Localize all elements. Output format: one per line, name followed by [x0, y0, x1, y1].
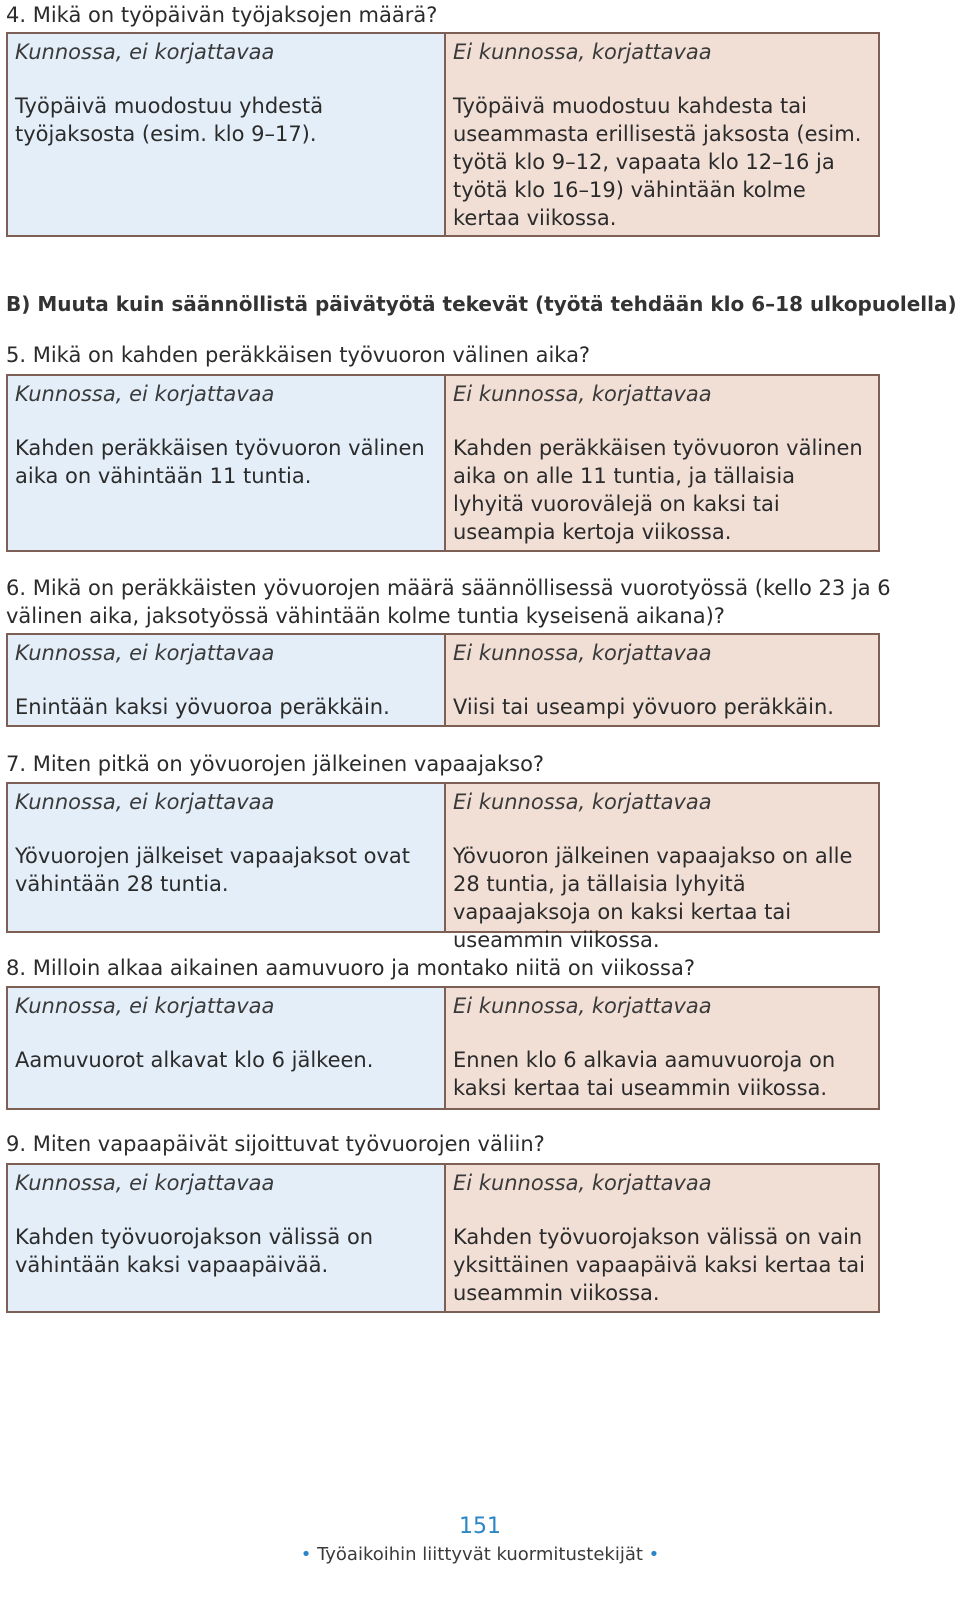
bad-text: Kahden työvuorojakson välissä on vain yksittäinen vapaapäivä kaksi kertaa tai useammin viikossa. — [453, 1225, 865, 1305]
question-9: 9. Miten vapaapäivät sijoittuvat työvuorojen väliin? — [6, 1132, 545, 1156]
ok-label: Kunnossa, ei korjattavaa — [15, 994, 275, 1018]
ok-label: Kunnossa, ei korjattavaa — [15, 382, 275, 406]
ok-cell — [6, 782, 444, 933]
ok-label: Kunnossa, ei korjattavaa — [15, 641, 275, 665]
question-7: 7. Miten pitkä on yövuorojen jälkeinen vapaajakso? — [6, 752, 545, 776]
bad-text: Yövuoron jälkeinen vapaajakso on alle 28 tuntia, ja tällaisia lyhyitä vapaajaksoja on kaksi kertaa tai useammin viikossa. — [453, 844, 853, 952]
ok-text: Kahden työvuorojakson välissä on vähintään kaksi vapaapäivää. — [15, 1225, 374, 1277]
ok-cell — [6, 986, 444, 1110]
ok-text: Yövuorojen jälkeiset vapaajaksot ovat vähintään 28 tuntia. — [15, 844, 411, 896]
bad-text: Kahden peräkkäisen työvuoron välinen aika on alle 11 tuntia, ja tällaisia lyhyitä vuorovälejä on kaksi tai useampia kertoja viikossa. — [453, 436, 863, 544]
answer-row-6 — [6, 633, 880, 727]
bad-text: Viisi tai useampi yövuoro peräkkäin. — [453, 695, 834, 719]
bad-cell — [444, 374, 880, 552]
ok-label: Kunnossa, ei korjattavaa — [15, 1171, 275, 1195]
bullet-right-icon: • — [648, 1544, 660, 1565]
question-5: 5. Mikä on kahden peräkkäisen työvuoron välinen aika? — [6, 343, 591, 367]
bad-label: Ei kunnossa, korjattavaa — [453, 641, 712, 665]
bad-label: Ei kunnossa, korjattavaa — [453, 382, 712, 406]
ok-text: Enintään kaksi yövuoroa peräkkäin. — [15, 695, 390, 719]
running-footer — [0, 1544, 960, 1565]
running-footer-title: Työaikoihin liittyvät kuormitustekijät — [317, 1544, 643, 1565]
bad-label: Ei kunnossa, korjattavaa — [453, 40, 712, 64]
bad-cell — [444, 633, 880, 727]
ok-cell — [6, 633, 444, 727]
bad-label: Ei kunnossa, korjattavaa — [453, 994, 712, 1018]
ok-text: Aamuvuorot alkavat klo 6 jälkeen. — [15, 1048, 374, 1072]
ok-text: Työpäivä muodostuu yhdestä työjaksosta (esim. klo 9–17). — [15, 94, 324, 146]
bad-label: Ei kunnossa, korjattavaa — [453, 1171, 712, 1195]
question-6: 6. Mikä on peräkkäisten yövuorojen määrä säännöllisessä vuorotyössä (kello 23 ja 6 välinen aika, jaksotyössä vähintään kolme tuntia kyseisenä aikana)? — [6, 576, 891, 628]
ok-label: Kunnossa, ei korjattavaa — [15, 790, 275, 814]
ok-label: Kunnossa, ei korjattavaa — [15, 40, 275, 64]
page-number: 151 — [459, 1514, 501, 1539]
ok-cell — [6, 1163, 444, 1313]
section-b-heading: B) Muuta kuin säännöllistä päivätyötä tekevät (työtä tehdään klo 6–18 ulkopuolella) — [6, 292, 957, 316]
bad-cell — [444, 986, 880, 1110]
bad-cell — [444, 1163, 880, 1313]
ok-cell — [6, 32, 444, 237]
bad-cell — [444, 782, 880, 952]
question-4: 4. Mikä on työpäivän työjaksojen määrä? — [6, 3, 438, 27]
ok-cell — [6, 374, 444, 552]
question-8: 8. Milloin alkaa aikainen aamuvuoro ja montako niitä on viikossa? — [6, 956, 695, 980]
bad-cell — [444, 32, 880, 237]
bullet-left-icon: • — [300, 1544, 312, 1565]
ok-text: Kahden peräkkäisen työvuoron välinen aika on vähintään 11 tuntia. — [15, 436, 425, 488]
answer-row-5 — [6, 374, 880, 552]
answer-row-7 — [6, 782, 880, 952]
answer-row-4 — [6, 32, 880, 237]
answer-row-8 — [6, 986, 880, 1110]
answer-row-9 — [6, 1163, 880, 1313]
bad-text: Ennen klo 6 alkavia aamuvuoroja on kaksi kertaa tai useammin viikossa. — [453, 1048, 836, 1100]
bad-text: Työpäivä muodostuu kahdesta tai useammasta erillisestä jaksosta (esim. työtä klo 9–12, vapaata klo 12–16 ja työtä klo 16–19) vähintään kolme kertaa viikossa. — [453, 94, 862, 230]
bad-label: Ei kunnossa, korjattavaa — [453, 790, 712, 814]
